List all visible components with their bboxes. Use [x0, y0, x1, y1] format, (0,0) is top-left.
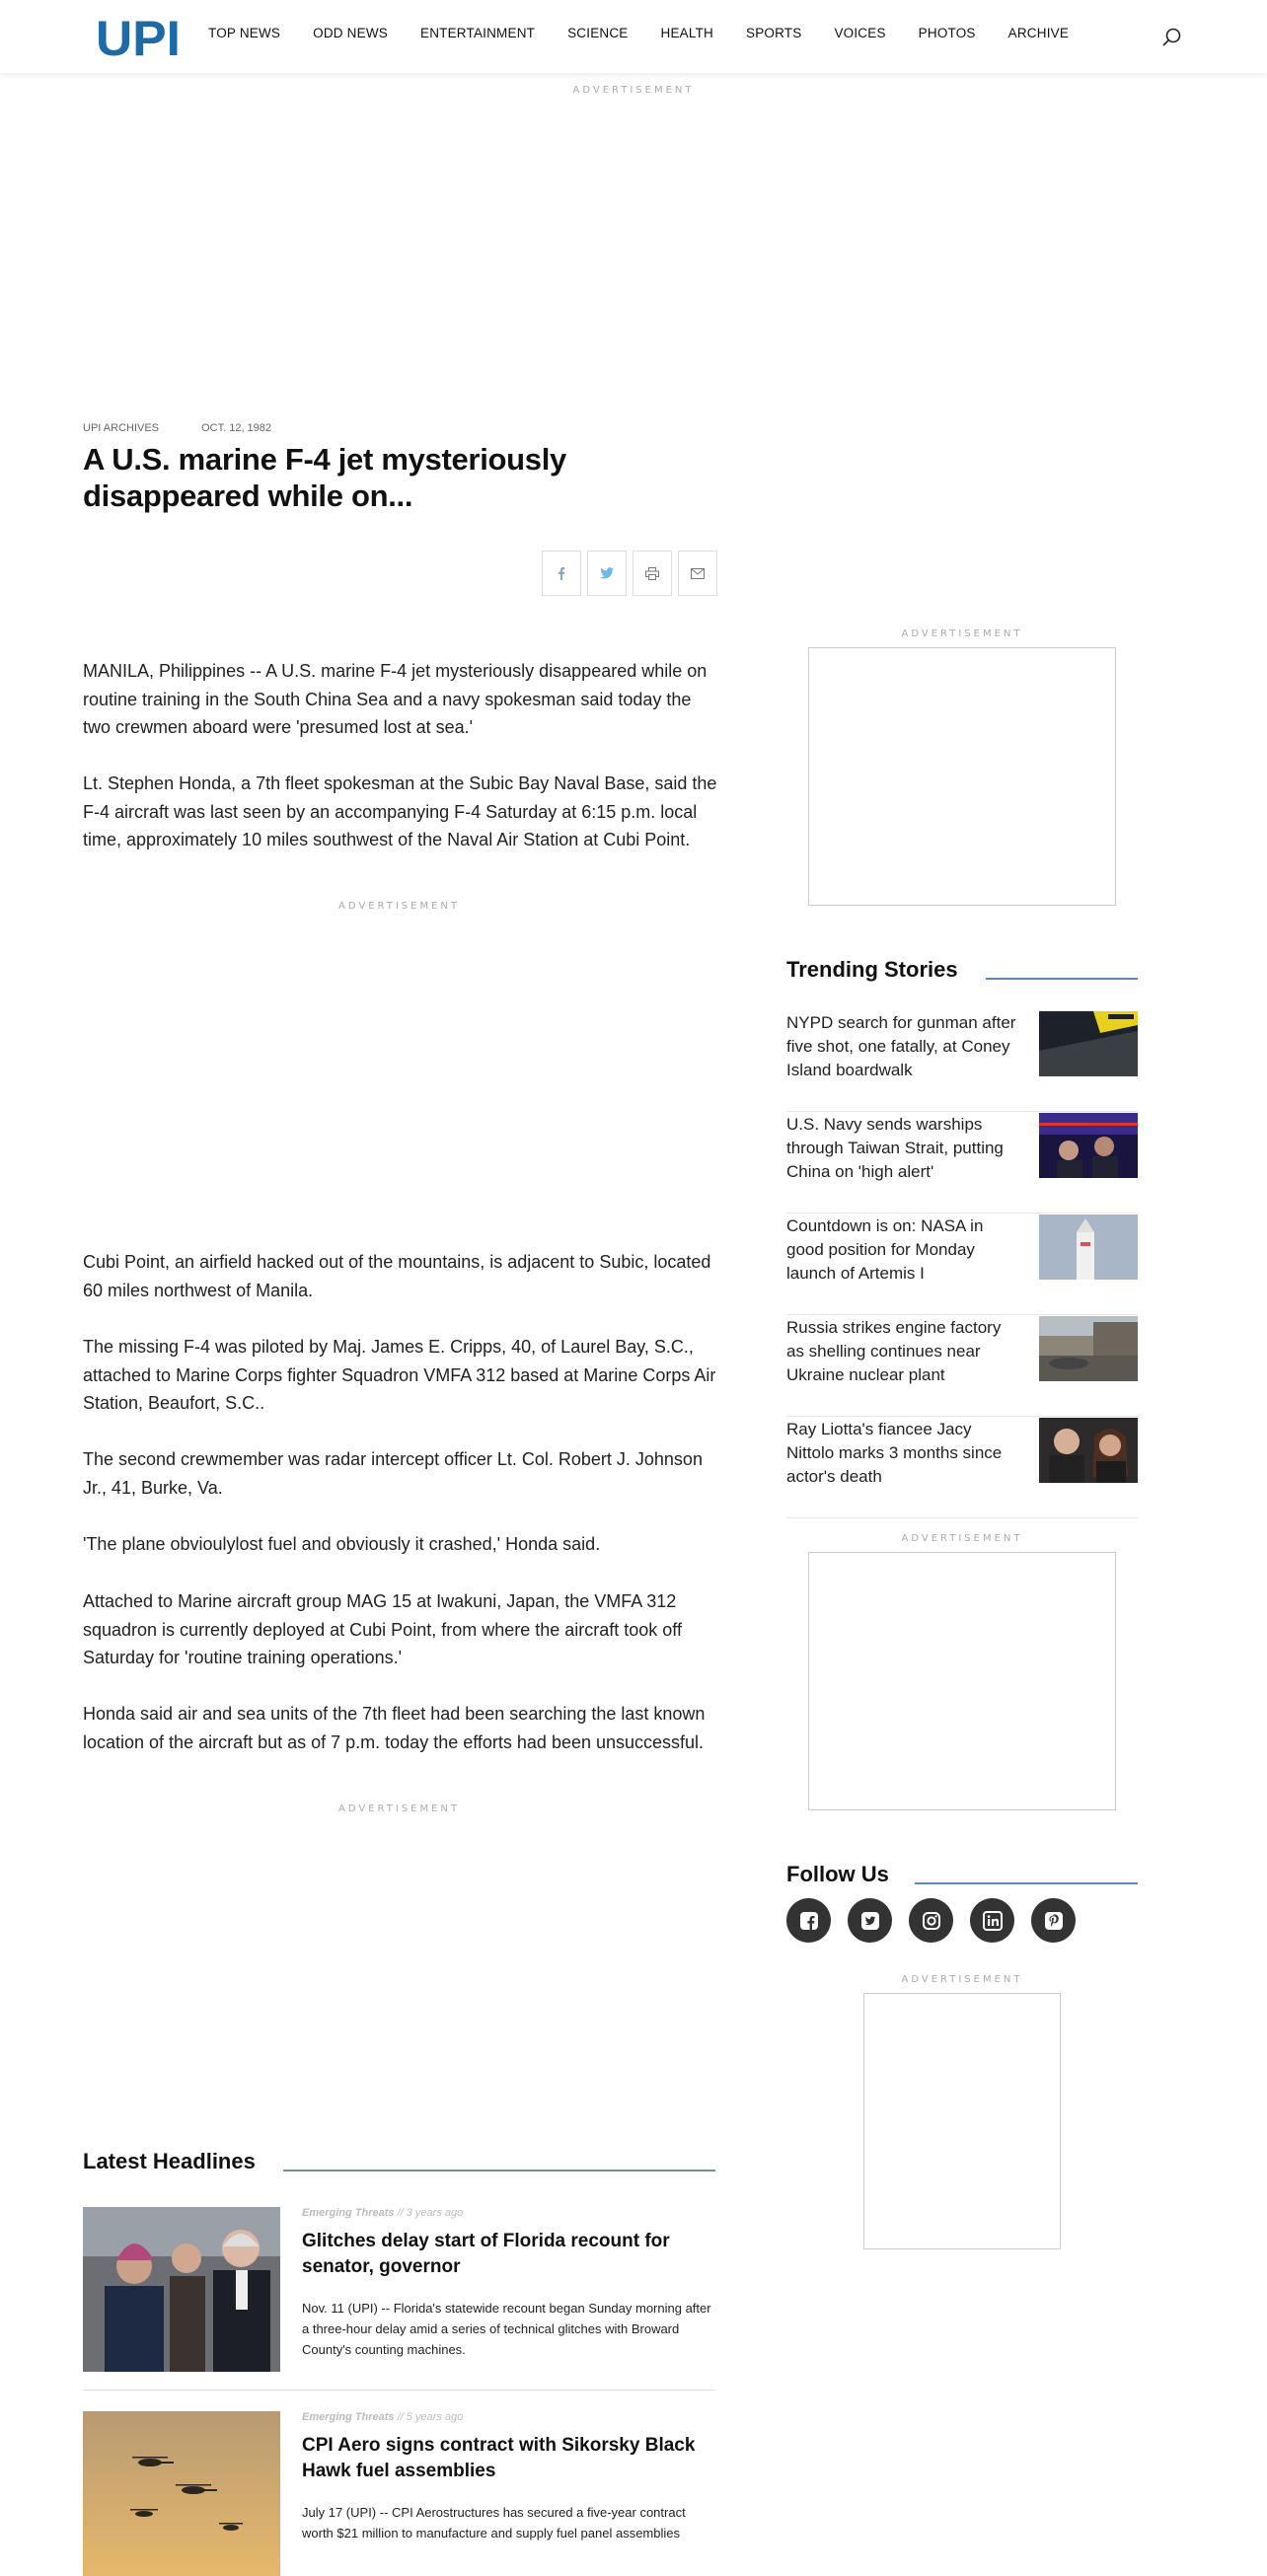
latest-headline[interactable]: CPI Aero signs contract with Sikorsky Black Hawk fuel assemblies	[302, 2435, 696, 2481]
nav-photos[interactable]: PHOTOS	[918, 26, 976, 40]
article-paragraph: Lt. Stephen Honda, a 7th fleet spokesman at the Subic Bay Naval Base, said the F-4 aircraft was last seen by an accompanying F-4 Saturday at 6:15 p.m. local time, approximately 10 miles southwest of the Naval Air Station at Cubi Point.	[83, 773, 717, 849]
article-paragraph: 'The plane obvioulylost fuel and obviously it crashed,' Honda said.	[83, 1534, 601, 1554]
email-button[interactable]	[678, 551, 717, 596]
social-pinterest-link[interactable]	[1031, 1898, 1076, 1943]
trending-thumbnail[interactable]	[1039, 1418, 1138, 1483]
instagram-icon	[922, 1911, 941, 1931]
upi-logo[interactable]	[96, 14, 181, 59]
latest-divider	[283, 2170, 715, 2171]
trending-title: Trending Stories	[786, 957, 958, 982]
nav-top-news[interactable]: TOP NEWS	[208, 26, 281, 40]
latest-time: // 5 years ago	[397, 2411, 464, 2423]
article-meta	[83, 422, 311, 434]
article-paragraph: The missing F-4 was piloted by Maj. James E. Cripps, 40, of Laurel Bay, S.C., attached to Marine Corps fighter Squadron VMFA 312 based at Marine Corps Air Station, Beaufort, S.C..	[83, 1337, 716, 1413]
trending-headline[interactable]: NYPD search for gunman after five shot, one fatally, at Coney Island boardwalk	[786, 1013, 1016, 1079]
follow-divider	[915, 1882, 1138, 1884]
trending-divider	[986, 978, 1138, 980]
ad-label-side-3: ADVERTISEMENT	[901, 1974, 1023, 1985]
latest-category	[302, 2411, 463, 2423]
facebook-icon	[556, 566, 567, 580]
latest-summary: Nov. 11 (UPI) -- Florida's statewide recount began Sunday morning after a three-hour delay amid a series of technical glitches with Broward County's counting machines.	[302, 2301, 711, 2357]
latest-summary: July 17 (UPI) -- CPI Aerostructures has secured a five-year contract worth $21 million to manufacture and supply fuel panel assemblies	[302, 2505, 686, 2540]
nav-entertainment[interactable]: ENTERTAINMENT	[419, 26, 536, 40]
nav-sports[interactable]: SPORTS	[745, 26, 802, 40]
logo-text: UPI	[96, 14, 181, 59]
main-nav	[208, 26, 1101, 40]
latest-category-name[interactable]: Emerging Threats	[302, 2207, 395, 2219]
nav-odd-news[interactable]: ODD NEWS	[313, 26, 388, 40]
latest-title: Latest Headlines	[83, 2149, 256, 2173]
sidebar-ad[interactable]	[863, 1993, 1061, 2249]
trending-headline[interactable]: Russia strikes engine factory as shelling continues near Ukraine nuclear plant	[786, 1318, 1002, 1384]
follow-title: Follow Us	[786, 1862, 889, 1886]
pinterest-icon	[1044, 1911, 1064, 1931]
nav-science[interactable]: SCIENCE	[567, 26, 629, 40]
sidebar-ad[interactable]	[808, 647, 1116, 906]
trending-item[interactable]	[786, 1316, 1138, 1417]
nav-voices[interactable]: VOICES	[834, 26, 886, 40]
print-button[interactable]	[633, 551, 672, 596]
trending-headline[interactable]: Ray Liotta's fiancee Jacy Nittolo marks 3 months since actor's death	[786, 1420, 1003, 1486]
ad-label-inline-2: ADVERTISEMENT	[337, 1803, 460, 1814]
social-instagram-link[interactable]	[909, 1898, 953, 1943]
article-paragraph: The second crewmember was radar intercept officer Lt. Col. Robert J. Johnson Jr., 41, Burke, Va.	[83, 1449, 703, 1498]
trending-item[interactable]	[786, 1214, 1138, 1315]
trending-item[interactable]	[786, 1113, 1138, 1214]
trending-thumbnail[interactable]	[1039, 1113, 1138, 1178]
latest-thumbnail[interactable]	[83, 2207, 280, 2372]
article-paragraph: Cubi Point, an airfield hacked out of the mountains, is adjacent to Subic, located 60 miles northwest of Manila.	[83, 1252, 711, 1300]
article-section[interactable]: UPI ARCHIVES	[83, 422, 160, 434]
ad-label-side-1: ADVERTISEMENT	[901, 628, 1023, 639]
print-icon	[645, 567, 659, 580]
trending-thumbnail[interactable]	[1039, 1316, 1138, 1381]
trending-thumbnail[interactable]	[1039, 1011, 1138, 1076]
nav-archive[interactable]: ARCHIVE	[1007, 26, 1070, 40]
article-paragraph: MANILA, Philippines -- A U.S. marine F-4 jet mysteriously disappeared while on routine training in the South China Sea and a navy spokesman said today the two crewmen aboard were 'presumed lost at sea.'	[83, 661, 708, 737]
trending-headline[interactable]: Countdown is on: NASA in good position for Monday launch of Artemis I	[786, 1216, 984, 1283]
social-facebook-link[interactable]	[786, 1898, 831, 1943]
latest-category	[302, 2207, 463, 2219]
search-icon[interactable]	[1160, 26, 1184, 49]
latest-item[interactable]	[83, 2411, 715, 2540]
email-icon	[691, 568, 705, 579]
trending-item[interactable]	[786, 1011, 1138, 1112]
article-date: OCT. 12, 1982	[201, 422, 272, 434]
sidebar-ad[interactable]	[808, 1552, 1116, 1810]
twitter-icon	[600, 567, 614, 579]
latest-item[interactable]	[83, 2207, 715, 2391]
latest-category-name[interactable]: Emerging Threats	[302, 2411, 395, 2423]
site-header	[0, 0, 1267, 73]
ad-label-side-2: ADVERTISEMENT	[901, 1533, 1023, 1544]
article-paragraph: Attached to Marine aircraft group MAG 15 at Iwakuni, Japan, the VMFA 312 squadron is currently deployed at Cubi Point, from where the aircraft took off Saturday for 'routine training operations.'	[83, 1591, 682, 1667]
twitter-icon	[860, 1911, 880, 1931]
share-facebook-button[interactable]	[542, 551, 581, 596]
social-linkedin-link[interactable]	[970, 1898, 1014, 1943]
trending-item[interactable]	[786, 1418, 1138, 1518]
article-title: A U.S. marine F-4 jet mysteriously disappeared while on...	[83, 442, 566, 513]
latest-thumbnail[interactable]	[83, 2411, 280, 2576]
share-bar	[536, 551, 717, 596]
social-twitter-link[interactable]	[848, 1898, 892, 1943]
ad-label-top: ADVERTISEMENT	[572, 85, 695, 96]
latest-time: // 3 years ago	[397, 2207, 464, 2219]
share-twitter-button[interactable]	[587, 551, 627, 596]
linkedin-icon	[983, 1911, 1003, 1931]
trending-headline[interactable]: U.S. Navy sends warships through Taiwan Strait, putting China on 'high alert'	[786, 1115, 1004, 1181]
article-paragraph: Honda said air and sea units of the 7th fleet had been searching the last known location of the aircraft but as of 7 p.m. today the efforts had been unsuccessful.	[83, 1704, 706, 1752]
facebook-icon	[799, 1911, 819, 1931]
trending-thumbnail[interactable]	[1039, 1214, 1138, 1280]
ad-label-inline: ADVERTISEMENT	[337, 901, 460, 912]
nav-health[interactable]: HEALTH	[660, 26, 713, 40]
social-links	[786, 1898, 1092, 1943]
latest-headline[interactable]: Glitches delay start of Florida recount for senator, governor	[302, 2231, 670, 2277]
